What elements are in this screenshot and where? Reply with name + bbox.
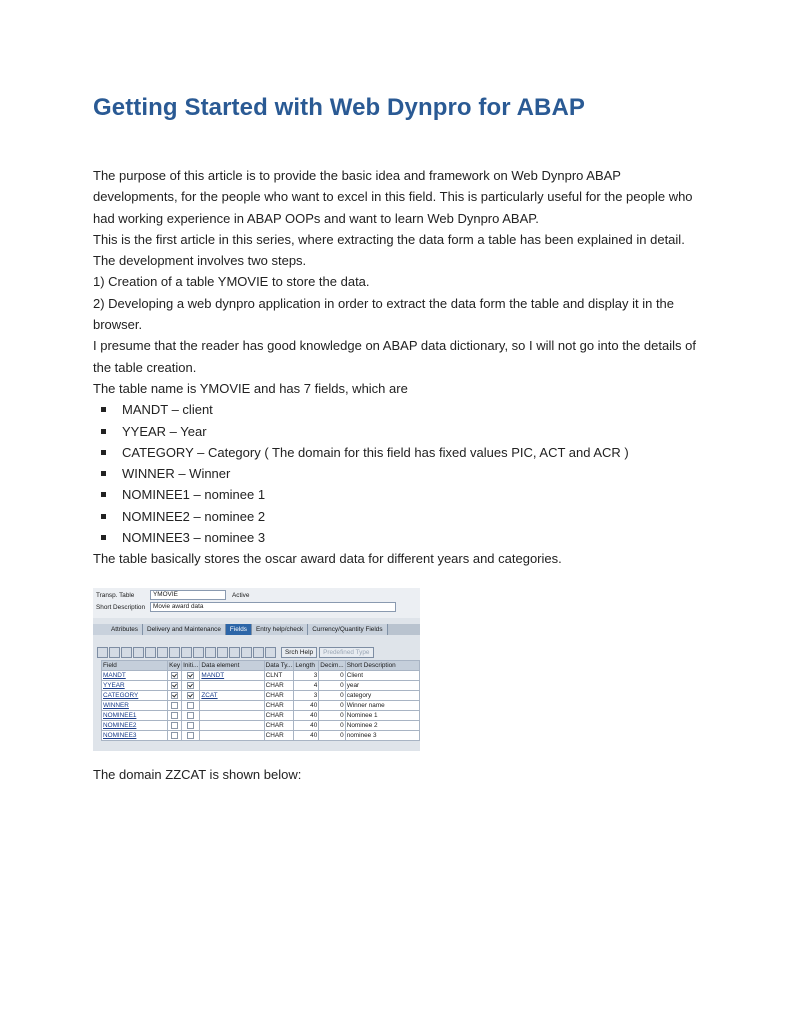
transp-table-field[interactable]: YMOVIE	[150, 590, 226, 600]
col-data-type: Data Ty...	[265, 662, 293, 669]
cell-data-type[interactable]: CHAR	[264, 721, 294, 731]
paragraph-domain: The domain ZZCAT is shown below:	[93, 767, 302, 782]
checkbox-icon[interactable]	[171, 722, 178, 729]
cell-short-description[interactable]: category	[345, 691, 419, 701]
cell-short-description[interactable]: Nominee 2	[345, 721, 419, 731]
list-item: WINNER – Winner	[93, 463, 703, 484]
table-row[interactable]	[102, 731, 420, 741]
col-data-element: Data element	[200, 661, 264, 671]
transp-table-row	[95, 590, 249, 600]
col-length: Length	[294, 661, 319, 671]
srch-help-button[interactable]: Srch Help	[281, 647, 317, 658]
cell-length[interactable]: 3	[294, 691, 319, 701]
col-initial: Initi...	[183, 662, 199, 669]
key-checkbox[interactable]	[168, 731, 182, 741]
checkbox-icon[interactable]	[187, 692, 194, 699]
square-bullet-icon	[101, 450, 106, 455]
tab-currency-quantity-fields[interactable]: Currency/Quantity Fields	[308, 624, 387, 635]
field-list	[93, 399, 703, 548]
tab-strip	[93, 624, 420, 635]
list-item: CATEGORY – Category ( The domain for this field has fixed values PIC, ACT and ACR )	[93, 442, 703, 463]
square-bullet-icon	[101, 514, 106, 519]
transp-table-label: Transp. Table	[96, 591, 135, 599]
checkbox-icon[interactable]	[187, 682, 194, 689]
initial-checkbox[interactable]	[182, 691, 200, 701]
tab-delivery-and-maintenance[interactable]: Delivery and Maintenance	[143, 624, 226, 635]
col-short-description: Short Description	[345, 661, 419, 671]
cell-data-element[interactable]	[200, 701, 264, 711]
article-body	[93, 165, 703, 570]
toolbar-icon[interactable]	[169, 647, 180, 658]
cell-short-description[interactable]: year	[345, 681, 419, 691]
initial-checkbox[interactable]	[182, 731, 200, 741]
cell-data-element[interactable]: MANDT	[200, 671, 264, 681]
paragraph-presume: I presume that the reader has good knowledge on ABAP data dictionary, so I will not go into the details of the table creation.	[93, 338, 696, 375]
initial-checkbox[interactable]	[182, 681, 200, 691]
toolbar-icon[interactable]	[181, 647, 192, 658]
cell-data-type[interactable]: CHAR	[264, 701, 294, 711]
cell-short-description[interactable]: Winner name	[345, 701, 419, 711]
cell-short-description[interactable]: Nominee 1	[345, 711, 419, 721]
key-checkbox[interactable]	[168, 711, 182, 721]
checkbox-icon[interactable]	[187, 722, 194, 729]
square-bullet-icon	[101, 492, 106, 497]
col-decimals: Decim...	[320, 662, 344, 669]
predefined-type-button[interactable]: Predefined Type	[319, 647, 373, 658]
cell-field[interactable]: WINNER	[102, 701, 168, 711]
toolbar-icon[interactable]	[205, 647, 216, 658]
initial-checkbox[interactable]	[182, 701, 200, 711]
toolbar-icon[interactable]	[133, 647, 144, 658]
paragraph-step-1: 1) Creation of a table YMOVIE to store the data.	[93, 274, 370, 290]
table-row[interactable]	[102, 671, 420, 681]
checkbox-icon[interactable]	[171, 672, 178, 679]
tab-fields[interactable]: Fields	[226, 624, 252, 635]
cell-length[interactable]: 4	[294, 681, 319, 691]
tab-entry-help-check[interactable]: Entry help/check	[252, 624, 308, 635]
checkbox-icon[interactable]	[171, 712, 178, 719]
toolbar-icon[interactable]	[241, 647, 252, 658]
initial-checkbox[interactable]	[182, 721, 200, 731]
cell-field[interactable]: NOMINEE1	[102, 711, 168, 721]
page-title: Getting Started with Web Dynpro for ABAP	[93, 94, 586, 121]
col-field: Field	[102, 661, 168, 671]
checkbox-icon[interactable]	[187, 732, 194, 739]
checkbox-icon[interactable]	[187, 672, 194, 679]
square-bullet-icon	[101, 429, 106, 434]
cell-decimals[interactable]: 0	[319, 711, 345, 721]
toolbar-icon[interactable]	[193, 647, 204, 658]
cell-data-element[interactable]: ZCAT	[200, 691, 264, 701]
key-checkbox[interactable]	[168, 691, 182, 701]
cell-short-description[interactable]: nominee 3	[345, 731, 419, 741]
checkbox-icon[interactable]	[187, 702, 194, 709]
toolbar-icon[interactable]	[265, 647, 276, 658]
cell-field[interactable]: YYEAR	[102, 681, 168, 691]
cell-length[interactable]: 3	[294, 671, 319, 681]
table-row[interactable]	[102, 721, 420, 731]
cell-data-element[interactable]	[200, 731, 264, 741]
cell-length[interactable]: 40	[294, 711, 319, 721]
toolbar-icon[interactable]	[121, 647, 132, 658]
square-bullet-icon	[101, 471, 106, 476]
tab-attributes[interactable]: Attributes	[93, 624, 143, 635]
cell-decimals[interactable]: 0	[319, 691, 345, 701]
list-item: NOMINEE2 – nominee 2	[93, 506, 703, 527]
checkbox-icon[interactable]	[171, 702, 178, 709]
cell-decimals[interactable]: 0	[319, 731, 345, 741]
cell-data-type[interactable]: CLNT	[264, 671, 294, 681]
toolbar-icon[interactable]	[157, 647, 168, 658]
paragraph-series: This is the first article in this series, where extracting the data form a table has been explained in detail.	[93, 231, 685, 247]
paragraph-purpose: The purpose of this article is to provide the basic idea and framework on Web Dynpro ABAP developments, for the people who want to excel in this field. This is particularly useful for the people who had working experience in ABAP OOPs and want to learn Web Dynpro ABAP.	[93, 168, 693, 226]
key-checkbox[interactable]	[168, 681, 182, 691]
cell-decimals[interactable]: 0	[319, 701, 345, 711]
paragraph-steps: The development involves two steps.	[93, 253, 307, 269]
short-description-row	[95, 602, 396, 612]
initial-checkbox[interactable]	[182, 711, 200, 721]
cell-decimals[interactable]: 0	[319, 671, 345, 681]
table-row[interactable]	[102, 711, 420, 721]
initial-checkbox[interactable]	[182, 671, 200, 681]
list-item: NOMINEE1 – nominee 1	[93, 484, 703, 505]
list-item: MANDT – client	[93, 399, 703, 420]
table-row[interactable]	[102, 691, 420, 701]
cell-field[interactable]: MANDT	[102, 671, 168, 681]
status-label: Active	[232, 591, 250, 599]
toolbar-icon[interactable]	[97, 647, 108, 658]
cell-decimals[interactable]: 0	[319, 721, 345, 731]
cell-data-type[interactable]: CHAR	[264, 691, 294, 701]
cell-field[interactable]: NOMINEE3	[102, 731, 168, 741]
cell-data-element[interactable]	[200, 721, 264, 731]
short-description-field[interactable]: Movie award data	[150, 602, 396, 612]
square-bullet-icon	[101, 535, 106, 540]
cell-data-element[interactable]	[200, 711, 264, 721]
table-toolbar	[93, 646, 420, 658]
cell-length[interactable]: 40	[294, 721, 319, 731]
square-bullet-icon	[101, 407, 106, 412]
cell-short-description[interactable]: Client	[345, 671, 419, 681]
cell-data-type[interactable]: CHAR	[264, 711, 294, 721]
toolbar-icon[interactable]	[109, 647, 120, 658]
sap-table-screenshot	[93, 588, 420, 751]
toolbar-icon[interactable]	[217, 647, 228, 658]
cell-length[interactable]: 40	[294, 731, 319, 741]
list-item: YYEAR – Year	[93, 421, 703, 442]
cell-length[interactable]: 40	[294, 701, 319, 711]
toolbar-icon[interactable]	[253, 647, 264, 658]
cell-data-type[interactable]: CHAR	[264, 681, 294, 691]
checkbox-icon[interactable]	[171, 682, 178, 689]
toolbar-icon[interactable]	[145, 647, 156, 658]
short-description-label: Short Description	[96, 603, 146, 611]
table-header-row	[102, 661, 420, 671]
checkbox-icon[interactable]	[171, 732, 178, 739]
key-checkbox[interactable]	[168, 701, 182, 711]
cell-field[interactable]: NOMINEE2	[102, 721, 168, 731]
fields-table	[101, 660, 420, 741]
table-row[interactable]	[102, 701, 420, 711]
checkbox-icon[interactable]	[187, 712, 194, 719]
key-checkbox[interactable]	[168, 671, 182, 681]
col-key: Key	[169, 662, 181, 669]
cell-data-element[interactable]	[200, 681, 264, 691]
list-item: NOMINEE3 – nominee 3	[93, 527, 703, 548]
paragraph-table-name: The table name is YMOVIE and has 7 fields, which are	[93, 380, 408, 396]
checkbox-icon[interactable]	[171, 692, 178, 699]
cell-decimals[interactable]: 0	[319, 681, 345, 691]
table-row[interactable]	[102, 681, 420, 691]
key-checkbox[interactable]	[168, 721, 182, 731]
cell-field[interactable]: CATEGORY	[102, 691, 168, 701]
paragraph-step-2: 2) Developing a web dynpro application in order to extract the data form the table and display it in the browser.	[93, 295, 675, 333]
cell-data-type[interactable]: CHAR	[264, 731, 294, 741]
toolbar-icon[interactable]	[229, 647, 240, 658]
paragraph-after-list: The table basically stores the oscar award data for different years and categories.	[93, 551, 562, 567]
